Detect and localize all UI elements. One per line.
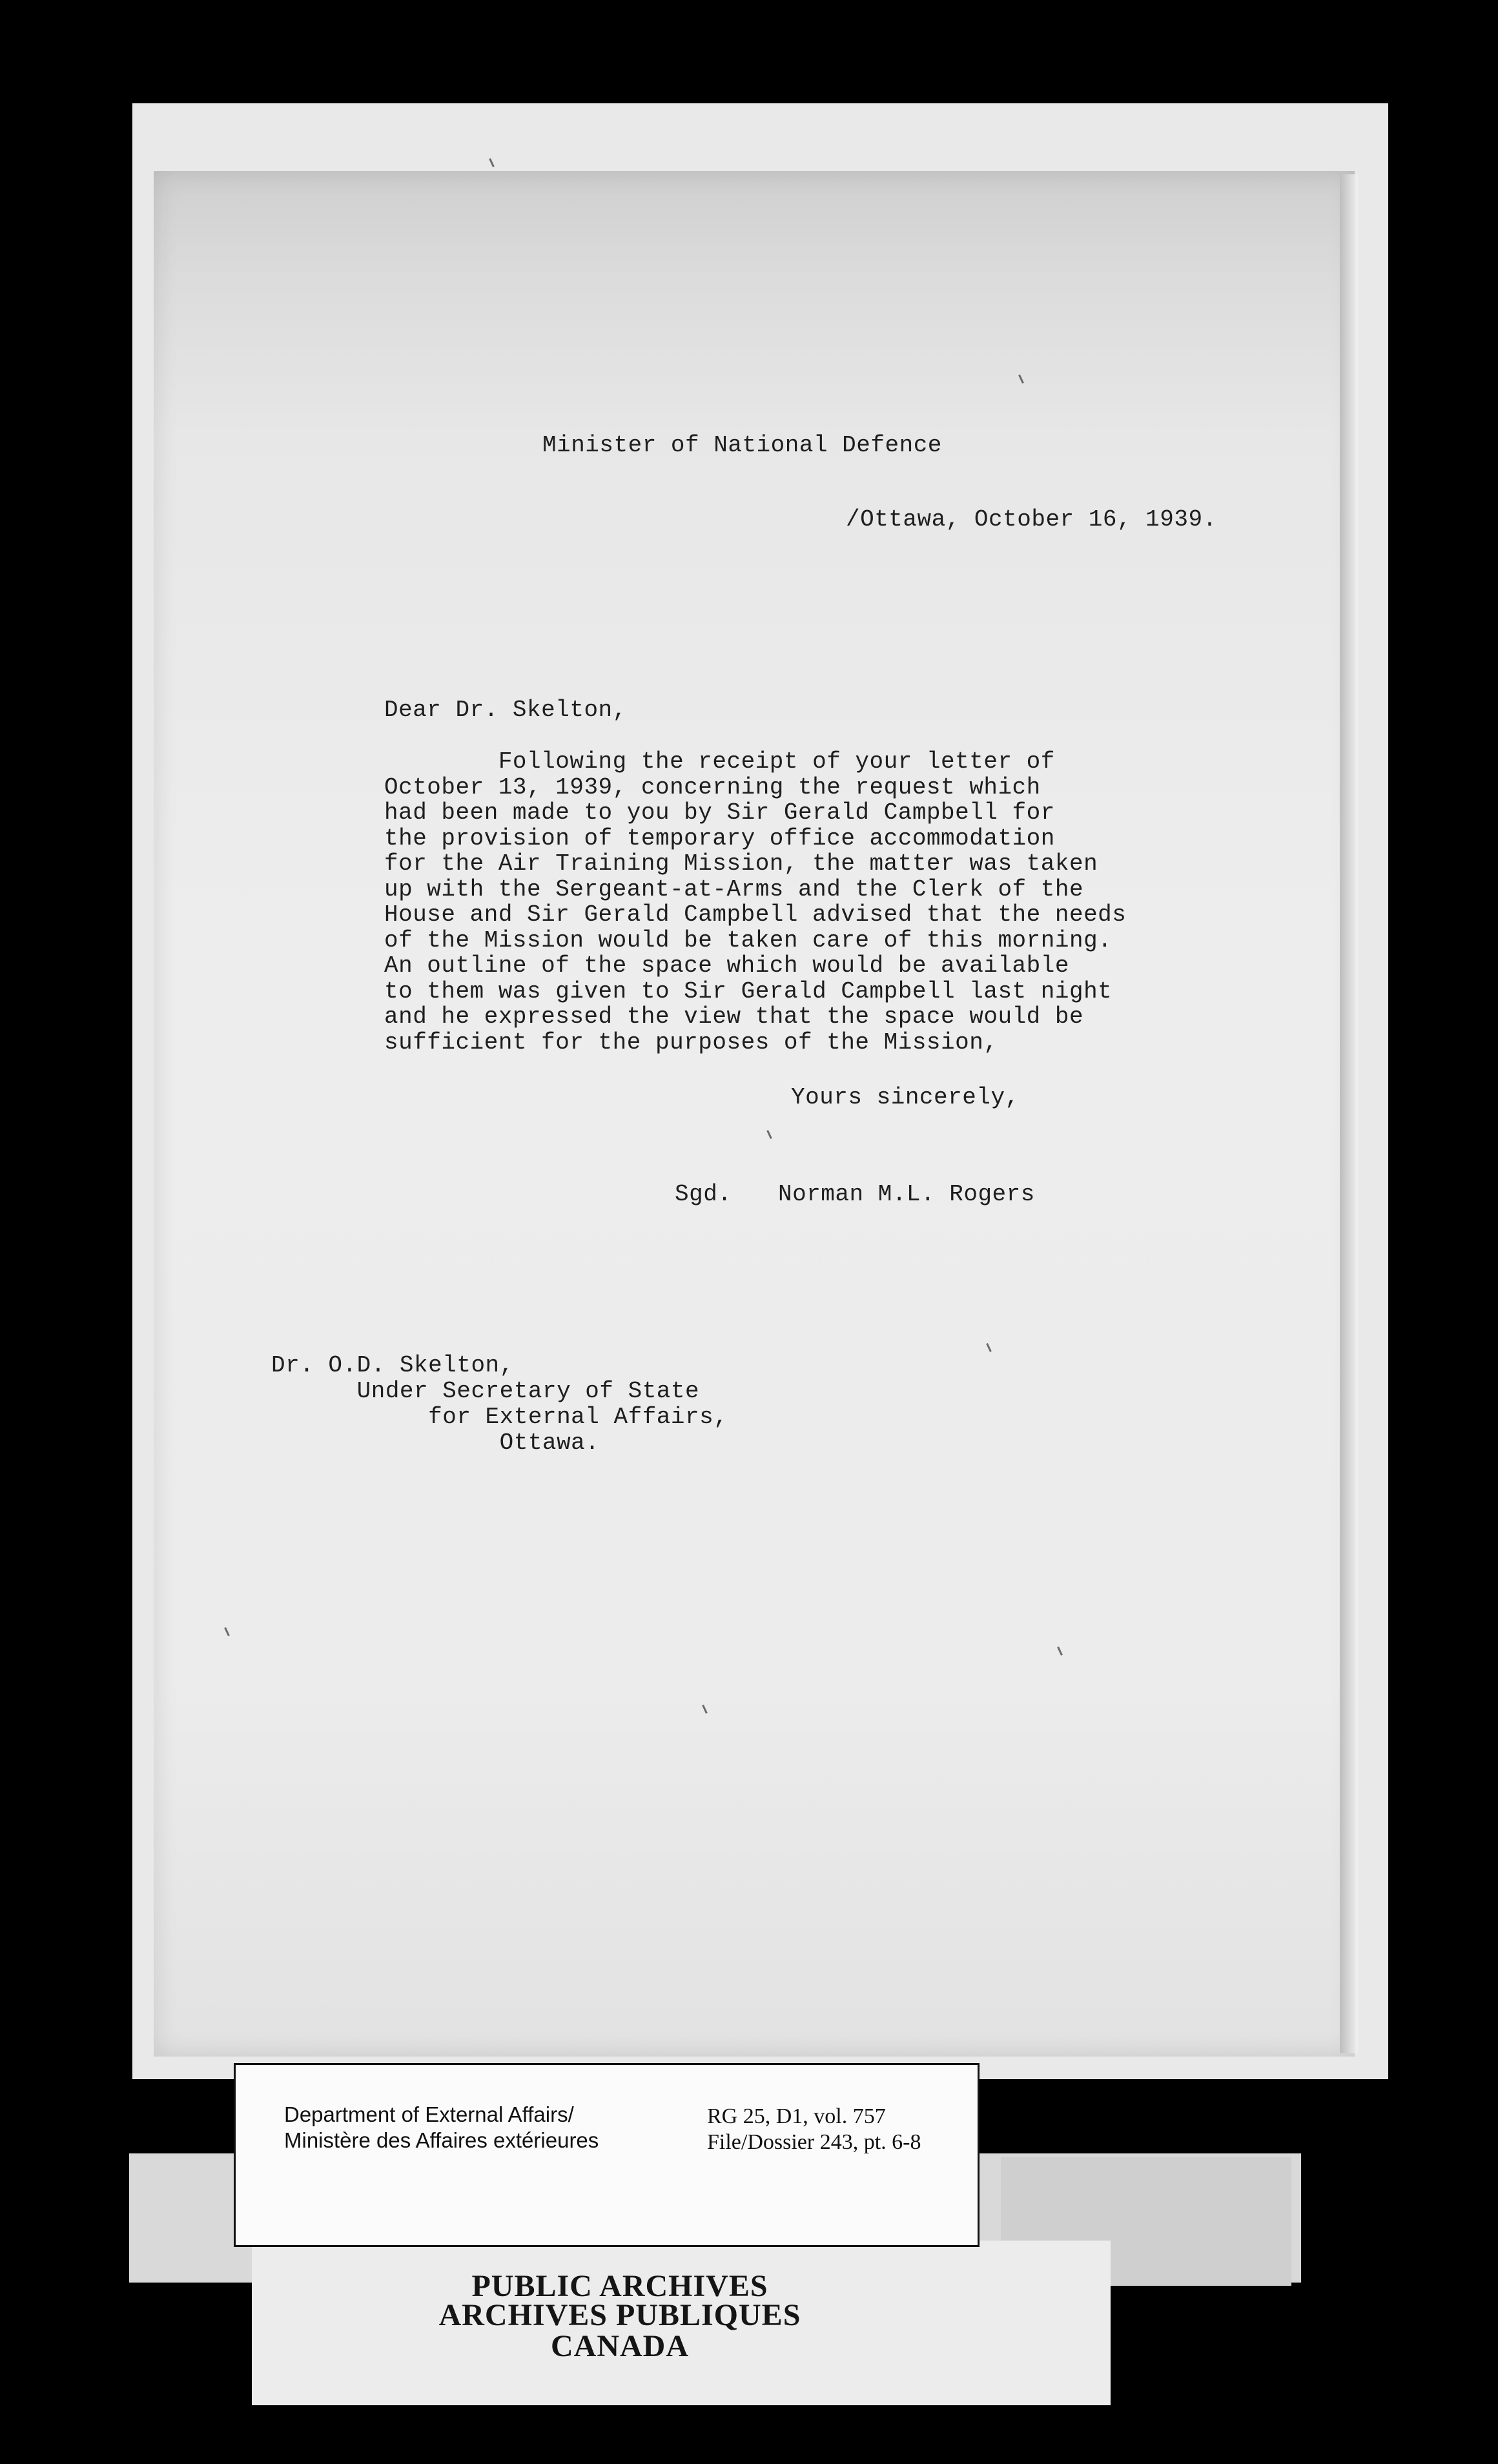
body-line: House and Sir Gerald Campbell advised that the needs — [384, 901, 1127, 928]
department-name-fr: Ministère des Affaires extérieures — [284, 2128, 599, 2152]
letterhead: Minister of National Defence — [542, 432, 942, 458]
letter-body — [384, 749, 1126, 1055]
body-line: and he expressed the view that the space would be — [384, 1003, 1084, 1030]
record-group-reference: RG 25, D1, vol. 757 — [707, 2104, 886, 2128]
addressee-line: Dr. O.D. Skelton, — [271, 1352, 514, 1379]
archive-stamp-line-3: CANADA — [551, 2329, 689, 2363]
body-line: October 13, 1939, concerning the request which — [384, 774, 1041, 801]
department-name-en: Department of External Affairs/ — [284, 2102, 574, 2126]
signer-name: Norman M.L. Rogers — [778, 1181, 1035, 1207]
body-line: had been made to you by Sir Gerald Campbell for — [384, 799, 1055, 826]
salutation: Dear Dr. Skelton, — [384, 697, 627, 723]
archive-stamp-line-1: PUBLIC ARCHIVES — [471, 2269, 768, 2303]
addressee-line: for External Affairs, — [271, 1404, 728, 1430]
signed-marker: Sgd. — [675, 1181, 732, 1207]
body-line: Following the receipt of your letter of — [384, 748, 1055, 775]
body-line: An outline of the space which would be available — [384, 952, 1069, 979]
body-line: for the Air Training Mission, the matter was taken — [384, 850, 1098, 877]
sheet-edge — [1340, 174, 1358, 2053]
archive-stamp-line-2: ARCHIVES PUBLIQUES — [438, 2298, 801, 2332]
file-reference: File/Dossier 243, pt. 6-8 — [707, 2130, 921, 2154]
dateline: /Ottawa, October 16, 1939. — [846, 506, 1217, 533]
body-line: the provision of temporary office accommodation — [384, 825, 1055, 852]
addressee-line: Ottawa. — [271, 1430, 600, 1456]
body-line: to them was given to Sir Gerald Campbell last night — [384, 978, 1113, 1005]
body-line: up with the Sergeant-at-Arms and the Clerk of the — [384, 876, 1084, 903]
addressee-block — [271, 1353, 728, 1456]
addressee-line: Under Secretary of State — [271, 1378, 700, 1404]
body-line: sufficient for the purposes of the Mission, — [384, 1029, 998, 1056]
closing: Yours sincerely, — [791, 1084, 1020, 1111]
body-line: of the Mission would be taken care of this morning. — [384, 927, 1113, 954]
